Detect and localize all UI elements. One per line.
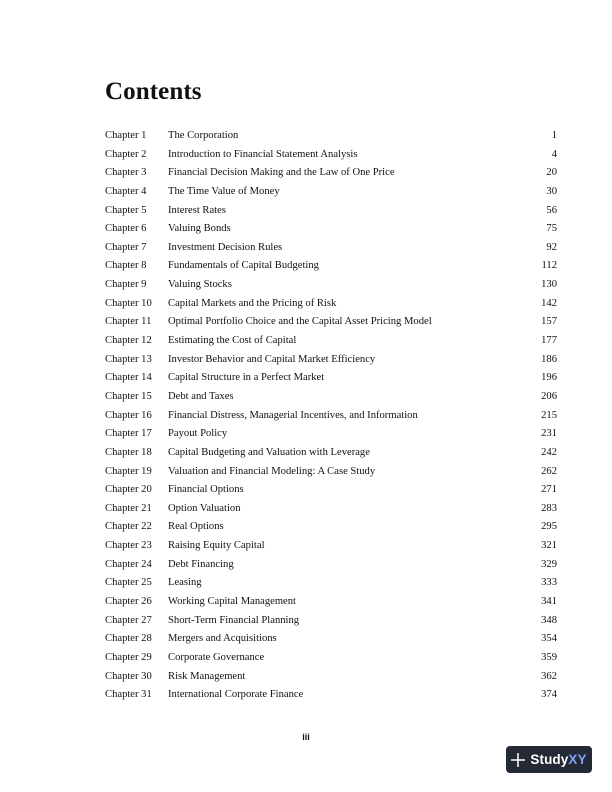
- toc-row: [105, 593, 557, 612]
- toc-chapter-title: Investor Behavior and Capital Market Efficiency: [168, 353, 376, 365]
- page-number: iii: [302, 732, 310, 742]
- toc-row: [105, 425, 557, 444]
- toc-chapter-label: Chapter 27: [105, 614, 152, 626]
- page-title: Contents: [105, 78, 202, 105]
- toc-chapter-title: The Time Value of Money: [168, 185, 280, 197]
- toc-chapter-title: Introduction to Financial Statement Analysis: [168, 148, 358, 160]
- toc-chapter-title: Valuing Bonds: [168, 223, 231, 235]
- toc-row: [105, 686, 557, 705]
- toc-chapter-label: Chapter 10: [105, 297, 152, 309]
- toc-chapter-title: Leasing: [168, 577, 202, 589]
- toc-chapter-label: Chapter 12: [105, 335, 152, 347]
- toc-page-number: 206: [541, 390, 557, 402]
- toc-page-number: 283: [541, 502, 557, 514]
- toc-row: [105, 518, 557, 537]
- toc-page-number: 348: [541, 614, 557, 626]
- badge-logo-text-accent: XY: [568, 752, 587, 767]
- toc-chapter-label: Chapter 29: [105, 651, 152, 663]
- toc-row: [105, 556, 557, 575]
- toc-page-number: 75: [546, 223, 557, 235]
- toc-chapter-title: Optimal Portfolio Choice and the Capital Asset Pricing Model: [168, 316, 432, 328]
- toc-chapter-title: Capital Budgeting and Valuation with Leverage: [168, 446, 370, 458]
- toc-page-number: 177: [541, 335, 557, 347]
- toc-chapter-title: Working Capital Management: [168, 596, 297, 608]
- toc-page-number: 56: [546, 204, 557, 216]
- toc-row: [105, 313, 557, 332]
- toc-page-number: 271: [541, 484, 557, 496]
- toc-chapter-label: Chapter 24: [105, 558, 152, 570]
- toc-chapter-label: Chapter 5: [105, 204, 147, 216]
- toc-row: [105, 388, 557, 407]
- toc-chapter-title: Corporate Governance: [168, 651, 265, 663]
- toc-row: [105, 649, 557, 668]
- toc-chapter-label: Chapter 11: [105, 316, 152, 328]
- toc-page-number: 231: [541, 428, 557, 440]
- toc-row: [105, 463, 557, 482]
- toc-chapter-label: Chapter 1: [105, 130, 147, 141]
- toc-chapter-label: Chapter 30: [105, 670, 152, 682]
- toc-chapter-title: Financial Options: [168, 484, 244, 496]
- toc-row: [105, 202, 557, 221]
- toc-chapter-label: Chapter 22: [105, 521, 152, 533]
- toc-chapter-title: The Corporation: [168, 130, 239, 141]
- toc-page-number: 92: [546, 241, 557, 253]
- toc-row: [105, 239, 557, 258]
- toc-page-number: 186: [541, 353, 557, 365]
- toc-chapter-title: Mergers and Acquisitions: [168, 633, 277, 645]
- toc-row: [105, 668, 557, 687]
- toc-chapter-title: Real Options: [168, 521, 224, 533]
- toc-page-number: 215: [541, 409, 557, 421]
- toc-row: [105, 257, 557, 276]
- toc-page-number: 341: [541, 596, 557, 608]
- toc-page-number: 242: [541, 446, 557, 458]
- toc-row: [105, 612, 557, 631]
- toc-chapter-title: Financial Decision Making and the Law of One Price: [168, 167, 395, 179]
- toc-chapter-label: Chapter 7: [105, 241, 147, 253]
- toc-row: [105, 183, 557, 202]
- toc-page-number: 374: [541, 689, 557, 701]
- toc-chapter-title: Debt and Taxes: [168, 390, 234, 402]
- toc-row: [105, 332, 557, 351]
- toc-page-number: 196: [541, 372, 557, 384]
- toc-page-number: 4: [551, 148, 557, 160]
- toc-chapter-title: Option Valuation: [168, 502, 241, 514]
- toc-row: [105, 369, 557, 388]
- toc-chapter-title: Short-Term Financial Planning: [168, 614, 300, 626]
- toc-chapter-label: Chapter 26: [105, 596, 152, 608]
- toc-chapter-title: International Corporate Finance: [168, 689, 304, 701]
- toc-row: [105, 537, 557, 556]
- toc-chapter-label: Chapter 23: [105, 540, 152, 552]
- toc-row: [105, 630, 557, 649]
- toc-chapter-label: Chapter 20: [105, 484, 152, 496]
- plus-cross-icon: [511, 753, 525, 767]
- toc-chapter-label: Chapter 14: [105, 372, 152, 384]
- toc-chapter-title: Raising Equity Capital: [168, 540, 265, 552]
- toc-page-number: 112: [541, 260, 557, 272]
- toc-chapter-title: Financial Distress, Managerial Incentives, and Information: [168, 409, 418, 421]
- toc-chapter-label: Chapter 8: [105, 260, 147, 272]
- toc-page-number: 142: [541, 297, 557, 309]
- toc-chapter-title: Estimating the Cost of Capital: [168, 335, 297, 347]
- toc-chapter-label: Chapter 16: [105, 409, 152, 421]
- toc-chapter-label: Chapter 2: [105, 148, 147, 160]
- toc-chapter-label: Chapter 6: [105, 223, 147, 235]
- badge-logo-text-primary: Study: [530, 752, 569, 767]
- toc-page-number: 30: [546, 185, 557, 197]
- toc-chapter-label: Chapter 19: [105, 465, 152, 477]
- toc-page-number: 20: [546, 167, 557, 179]
- toc-row: [105, 574, 557, 593]
- toc-chapter-label: Chapter 3: [105, 167, 147, 179]
- toc-chapter-title: Fundamentals of Capital Budgeting: [168, 260, 319, 272]
- toc-page-number: 130: [541, 279, 557, 291]
- toc-row: [105, 146, 557, 165]
- toc-page-number: 321: [541, 540, 557, 552]
- toc-row: [105, 127, 557, 146]
- toc-chapter-title: Debt Financing: [168, 558, 234, 570]
- table-of-contents: [105, 127, 557, 705]
- toc-chapter-label: Chapter 25: [105, 577, 152, 589]
- toc-chapter-label: Chapter 15: [105, 390, 152, 402]
- toc-page-number: 359: [541, 651, 557, 663]
- toc-page-number: 329: [541, 558, 557, 570]
- studyxy-badge[interactable]: [506, 746, 592, 773]
- toc-chapter-title: Interest Rates: [168, 204, 226, 216]
- toc-page-number: 157: [541, 316, 557, 328]
- toc-row: [105, 444, 557, 463]
- toc-chapter-title: Valuing Stocks: [168, 279, 232, 291]
- toc-row: [105, 295, 557, 314]
- toc-chapter-title: Investment Decision Rules: [168, 241, 283, 253]
- toc-chapter-label: Chapter 17: [105, 428, 152, 440]
- toc-chapter-label: Chapter 4: [105, 185, 147, 197]
- toc-page-number: 262: [541, 465, 557, 477]
- toc-row: [105, 220, 557, 239]
- toc-chapter-title: Capital Markets and the Pricing of Risk: [168, 297, 337, 309]
- badge-logo-text: [530, 752, 586, 767]
- toc-row: [105, 164, 557, 183]
- toc-page-number: 354: [541, 633, 557, 645]
- toc-page-number: 295: [541, 521, 557, 533]
- toc-chapter-label: Chapter 18: [105, 446, 152, 458]
- toc-row: [105, 276, 557, 295]
- toc-chapter-label: Chapter 28: [105, 633, 152, 645]
- toc-chapter-label: Chapter 21: [105, 502, 152, 514]
- toc-chapter-label: Chapter 9: [105, 279, 147, 291]
- toc-chapter-title: Risk Management: [168, 670, 246, 682]
- toc-row: [105, 500, 557, 519]
- toc-row: [105, 407, 557, 426]
- toc-page-number: 1: [551, 130, 557, 141]
- toc-chapter-title: Valuation and Financial Modeling: A Case Study: [168, 465, 376, 477]
- toc-chapter-label: Chapter 13: [105, 353, 152, 365]
- toc-chapter-title: Capital Structure in a Perfect Market: [168, 372, 325, 384]
- toc-chapter-label: Chapter 31: [105, 689, 152, 701]
- toc-row: [105, 481, 557, 500]
- toc-row: [105, 351, 557, 370]
- toc-page-number: 333: [541, 577, 557, 589]
- toc-chapter-title: Payout Policy: [168, 428, 228, 440]
- toc-page-number: 362: [541, 670, 557, 682]
